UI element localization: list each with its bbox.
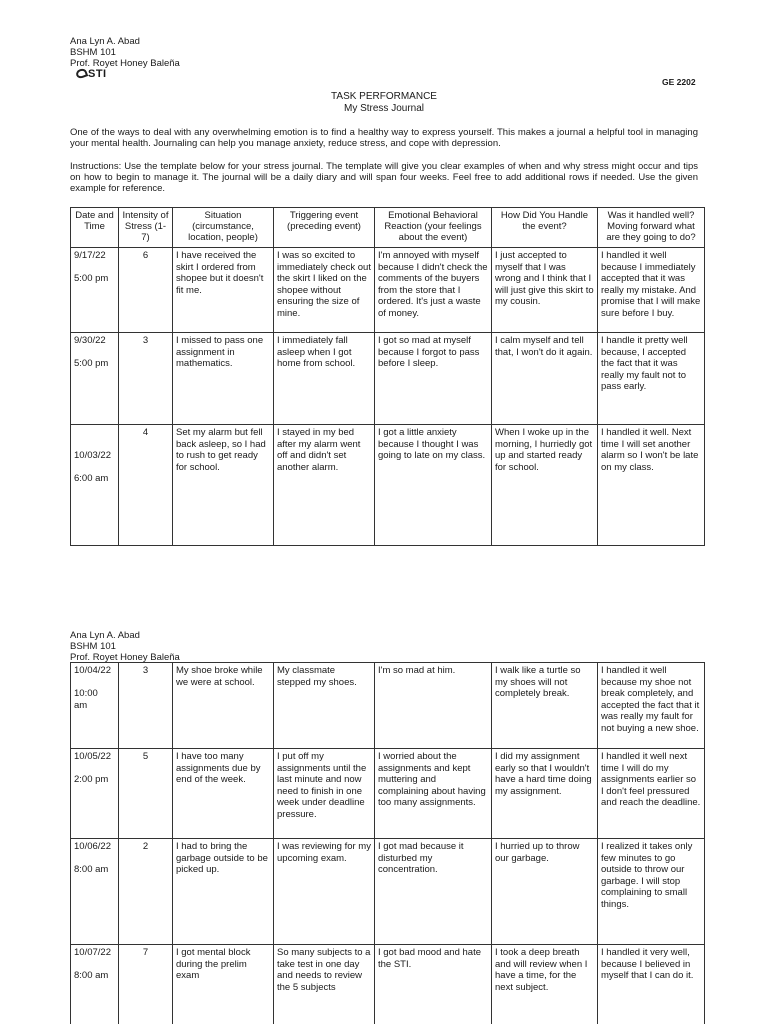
student-header <box>70 36 180 69</box>
cell-intensity: 7 <box>119 945 173 1024</box>
cell-trigger: I was reviewing for my upcoming exam. <box>274 839 375 945</box>
cell-evaluation: I handled it well next time I will do my assignments earlier so I don't feel pressured and reach the deadline. <box>598 749 705 839</box>
cell-trigger: My classmate stepped my shoes. <box>274 663 375 749</box>
cell-intensity: 3 <box>119 333 173 425</box>
cell-trigger: I put off my assignments until the last minute and now need to finish in one week under deadline pressure. <box>274 749 375 839</box>
cell-intensity: 2 <box>119 839 173 945</box>
cell-date: 10/04/22 10:00 am <box>71 663 119 749</box>
cell-evaluation: I handled it well because I immediately accepted that it was really my mistake. And promise that I will make sure before I buy. <box>598 248 705 333</box>
cell-evaluation: I handle it pretty well because, I accepted the fact that it was really my fault not to pass early. <box>598 333 705 425</box>
cell-intensity: 6 <box>119 248 173 333</box>
table-row <box>71 839 705 945</box>
cell-handled: I did my assignment early so that I wouldn't have a hard time doing my assignment. <box>492 749 598 839</box>
student-header-page2 <box>70 630 180 663</box>
cell-evaluation: I realized it takes only few minutes to go outside to throw our garbage. I will stop complaining to small things. <box>598 839 705 945</box>
cell-date: 10/05/22 2:00 pm <box>71 749 119 839</box>
cell-situation: I have received the skirt I ordered from shopee but it doesn't fit me. <box>173 248 274 333</box>
table-row <box>71 945 705 1024</box>
cell-trigger: I immediately fall asleep when I got home from school. <box>274 333 375 425</box>
student-name: Ana Lyn A. Abad <box>70 630 140 641</box>
document-title: TASK PERFORMANCE <box>331 91 437 102</box>
professor-name: Prof. Royet Honey Baleña <box>70 58 180 69</box>
cell-reaction: I got bad mood and hate the STI. <box>375 945 492 1024</box>
col-header-evaluation: Was it handled well? Moving forward what are they going to do? <box>598 208 705 248</box>
student-section: BSHM 101 <box>70 641 116 652</box>
cell-reaction: I'm annoyed with myself because I didn't check the comments of the buyers from the store that I ordered. It's just a waste of money. <box>375 248 492 333</box>
cell-situation: I had to bring the garbage outside to be picked up. <box>173 839 274 945</box>
col-header-intensity: Intensity of Stress (1-7) <box>119 208 173 248</box>
cell-situation: I missed to pass one assignment in mathematics. <box>173 333 274 425</box>
cell-trigger: So many subjects to a take test in one day and needs to review the 5 subjects <box>274 945 375 1024</box>
col-header-reaction: Emotional Behavioral Reaction (your feelings about the event) <box>375 208 492 248</box>
cell-evaluation: I handled it well. Next time I will set another alarm so I won't be late on my class. <box>598 425 705 546</box>
table-row <box>71 663 705 749</box>
course-code: GE 2202 <box>662 77 696 87</box>
table-row <box>71 425 705 546</box>
cell-handled: I hurried up to throw our garbage. <box>492 839 598 945</box>
cell-date: 9/30/22 5:00 pm <box>71 333 119 425</box>
cell-evaluation: I handled it well because my shoe not break completely, and accepted the fact that it was really my fault for not buying a new shoe. <box>598 663 705 749</box>
cell-handled: I walk like a turtle so my shoes will not completely break. <box>492 663 598 749</box>
col-header-date: Date and Time <box>71 208 119 248</box>
cell-situation: Set my alarm but fell back asleep, so I had to rush to get ready for school. <box>173 425 274 546</box>
intro-paragraph: One of the ways to deal with any overwhelming emotion is to find a healthy way to express yourself. This makes a journal a helpful tool in managing your mental health. Journaling can help you manage anxiety, reduce stress, and cope with depression. <box>70 127 698 149</box>
cell-evaluation: I handled it very well, because I believed in myself that I can do it. <box>598 945 705 1024</box>
cell-situation: My shoe broke while we were at school. <box>173 663 274 749</box>
document-titles <box>0 91 768 115</box>
cell-handled: I calm myself and tell that, I won't do it again. <box>492 333 598 425</box>
professor-name: Prof. Royet Honey Baleña <box>70 652 180 663</box>
cell-date: 9/17/22 5:00 pm <box>71 248 119 333</box>
student-name: Ana Lyn A. Abad <box>70 36 140 47</box>
student-section: BSHM 101 <box>70 47 116 58</box>
cell-reaction: I got so mad at myself because I forgot to pass before I sleep. <box>375 333 492 425</box>
table-row <box>71 248 705 333</box>
cell-handled: When I woke up in the morning, I hurriedly got up and started ready for school. <box>492 425 598 546</box>
table-row <box>71 749 705 839</box>
col-header-trigger: Triggering event (preceding event) <box>274 208 375 248</box>
cell-reaction: I got a little anxiety because I thought I was going to late on my class. <box>375 425 492 546</box>
document-subtitle: My Stress Journal <box>343 103 425 114</box>
cell-intensity: 4 <box>119 425 173 546</box>
cell-reaction: I worried about the assignments and kept muttering and complaining about having too many assignments. <box>375 749 492 839</box>
stress-journal-table-page2 <box>70 662 705 1024</box>
cell-reaction: I got mad because it disturbed my concentration. <box>375 839 492 945</box>
cell-date: 10/03/22 6:00 am <box>71 425 119 546</box>
table-header-row <box>71 208 705 248</box>
cell-situation: I have too many assignments due by end of the week. <box>173 749 274 839</box>
cell-intensity: 5 <box>119 749 173 839</box>
cell-reaction: I'm so mad at him. <box>375 663 492 749</box>
cell-handled: I just accepted to myself that I was wrong and I think that I will just give this skirt to my cousin. <box>492 248 598 333</box>
cell-date: 10/06/22 8:00 am <box>71 839 119 945</box>
instructions-paragraph: Instructions: Use the template below for your stress journal. The template will give you clear examples of when and why stress might occur and tips on how to begin to manage it. The journal will be a daily diary and will span four weeks. Feel free to add additional rows if needed. Use the given example for reference. <box>70 161 698 194</box>
col-header-handled: How Did You Handle the event? <box>492 208 598 248</box>
cell-trigger: I stayed in my bed after my alarm went off and didn't set another alarm. <box>274 425 375 546</box>
col-header-situation: Situation (circumstance, location, people) <box>173 208 274 248</box>
cell-situation: I got mental block during the prelim exam <box>173 945 274 1024</box>
stress-journal-table-page1 <box>70 207 705 546</box>
cell-intensity: 3 <box>119 663 173 749</box>
table-row <box>71 333 705 425</box>
sti-logo: STI <box>76 68 107 80</box>
cell-handled: I took a deep breath and will review when I have a time, for the next subject. <box>492 945 598 1024</box>
cell-trigger: I was so excited to immediately check out the skirt I liked on the shopee without ensuring the size of mine. <box>274 248 375 333</box>
sti-logo-icon <box>75 67 88 79</box>
cell-date: 10/07/22 8:00 am <box>71 945 119 1024</box>
